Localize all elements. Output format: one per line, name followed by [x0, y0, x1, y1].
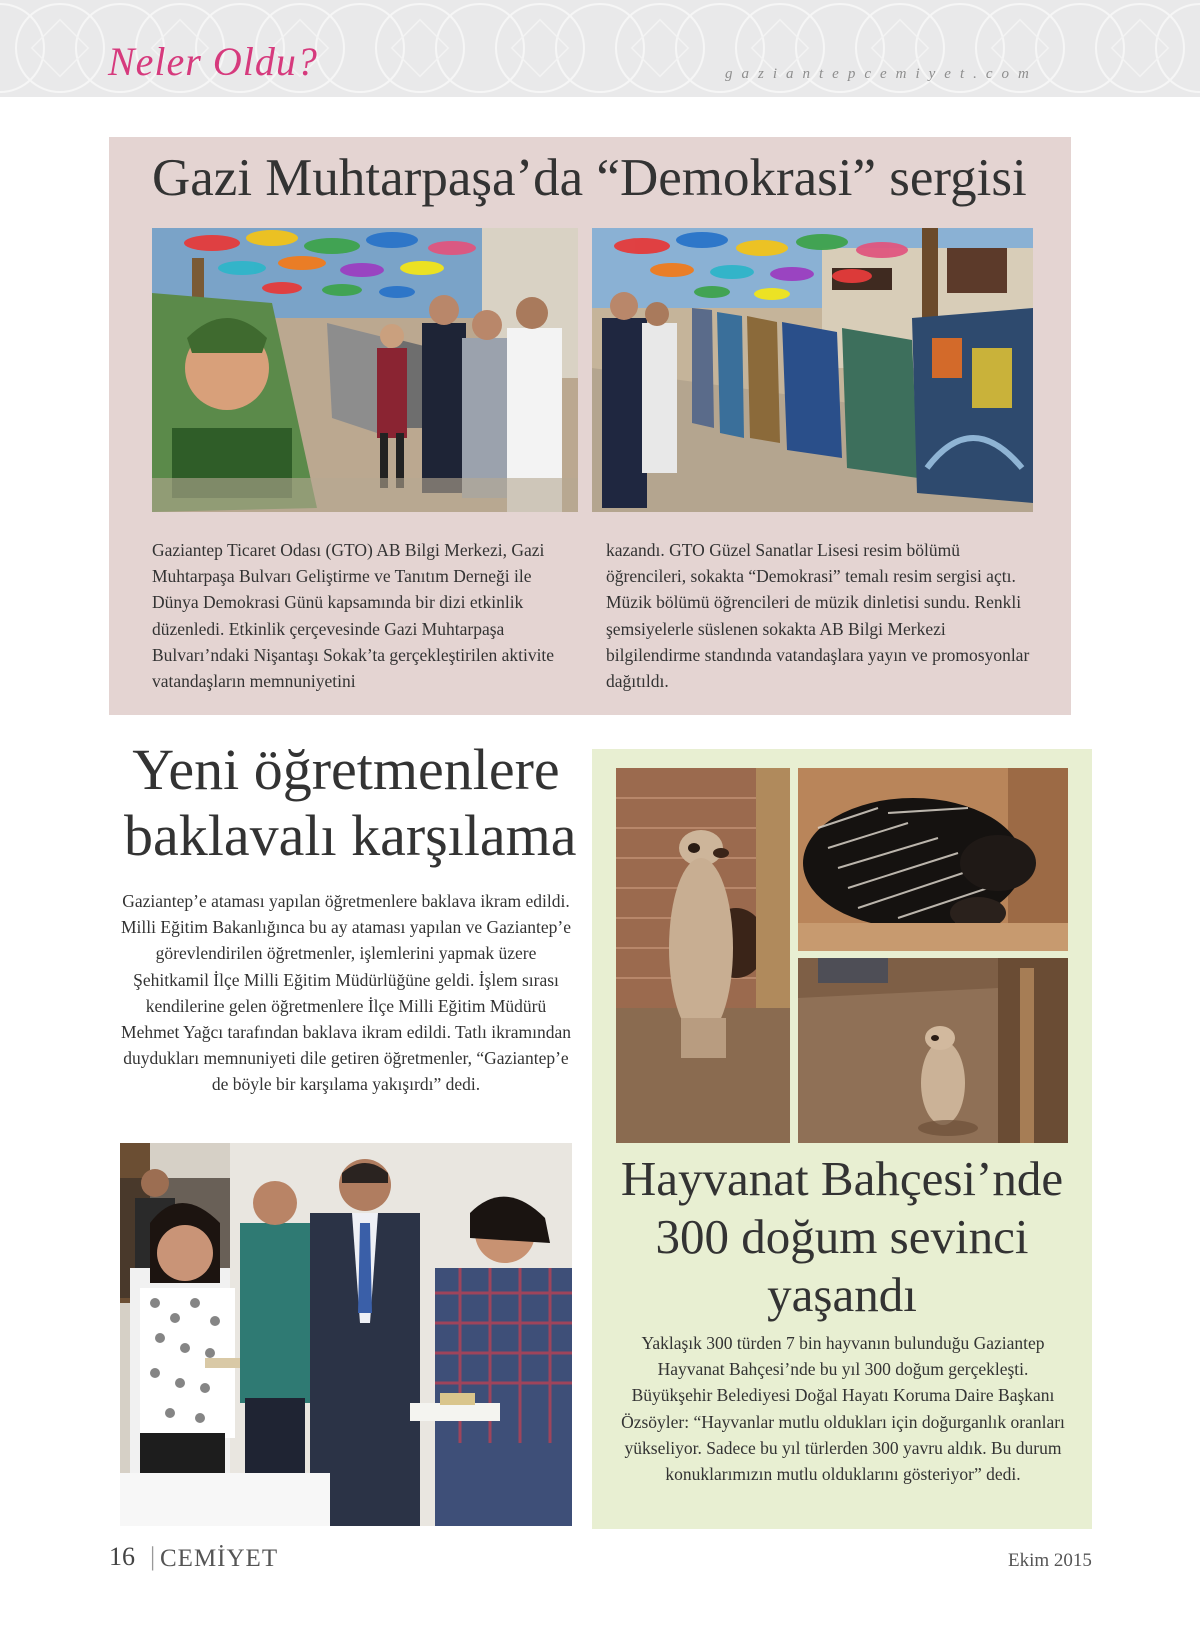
- photo-meerkat-sitting: [798, 958, 1068, 1143]
- photo-street-paintings: [592, 228, 1033, 512]
- article-ogretmen-title-line1: Yeni öğretmenlere: [132, 737, 560, 802]
- photo-porcupine: [798, 768, 1068, 951]
- page-header: [0, 0, 1200, 97]
- article-hayvanat-title-line3: yaşandı: [767, 1267, 917, 1322]
- article-demokrasi-col2: kazandı. GTO Güzel Sanatlar Lisesi resim bölümü öğrencileri, sokakta “Demokrasi” temalı resim sergisi açtı. Müzik bölümü öğrencileri de müzik dinletisi sundu. Renkli şemsiyelerle süslenen sokakta AB Bilgi Merkezi bilgilendirme standında vatandaşlara yayın ve promosyonlar dağıtıldı.: [606, 540, 1030, 692]
- article-hayvanat-body: Yaklaşık 300 türden 7 bin hayvanın bulunduğu Gaziantep Hayvanat Bahçesi’nde bu yıl 300 doğum gerçekleşti. Büyükşehir Belediyesi Doğal Hayatı Koruma Daire Başkanı Özsöyler: “Hayvanlar mutlu oldukları için doğurganlık oranları yükseliyor. Sadece bu yıl türlerden 300 yavru aldık. Bu durum konuklarımızın mutlu olduklarını gösteriyor” dedi.: [621, 1333, 1065, 1485]
- section-title: Neler Oldu?: [108, 39, 318, 84]
- article-ogretmen-title-line2: baklavalı karşılama: [124, 803, 577, 868]
- magazine-name: CEMİYET: [160, 1545, 279, 1572]
- photo-meerkat-standing: [616, 768, 790, 1143]
- article-hayvanat-title-line2: 300 doğum sevinci: [655, 1209, 1029, 1264]
- article-demokrasi-title: Gazi Muhtarpaşa’da “Demokrasi” sergisi: [152, 149, 1027, 207]
- page-number: 16: [109, 1542, 135, 1571]
- issue-date: Ekim 2015: [1008, 1550, 1092, 1571]
- article-hayvanat-title-line1: Hayvanat Bahçesi’nde: [620, 1151, 1064, 1206]
- article-ogretmen-body: Gaziantep’e ataması yapılan öğretmenlere baklava ikram edildi. Milli Eğitim Bakanlığınca bu ay ataması yapılan ve Gaziantep’e görevlendirilen öğretmenler, işlemlerini yapmak üzere Şehitkamil İlçe Milli Eğitim Müdürlüğüne geldi. İşlem sırası kendilerine gelen öğretmenlere İlçe Milli Eğitim Müdürü Mehmet Yağcı tarafından baklava ikram edildi. Tatlı ikramından duydukları memnuniyeti dile getiren öğretmenler, “Gaziantep’e de böyle bir karşılama yakışırdı” dedi.: [121, 891, 571, 1095]
- article-demokrasi-col1: Gaziantep Ticaret Odası (GTO) AB Bilgi Merkezi, Gazi Muhtarpaşa Bulvarı Geliştirme ve Tanıtım Derneği ile Dünya Demokrasi Günü kapsamında bir dizi etkinlik düzenledi. Etkinlik çerçevesinde Gazi Muhtarpaşa Bulvarı’ndaki Nişantaşı Sokak’ta gerçekleştirilen aktivite vatandaşların memnuniyetini: [152, 540, 555, 692]
- site-url: gaziantepcemiyet.com: [725, 66, 1038, 82]
- footer-separator: |: [150, 1542, 156, 1571]
- photo-exhibition-visitors: [152, 228, 578, 512]
- photo-teachers-baklava: [120, 1143, 572, 1526]
